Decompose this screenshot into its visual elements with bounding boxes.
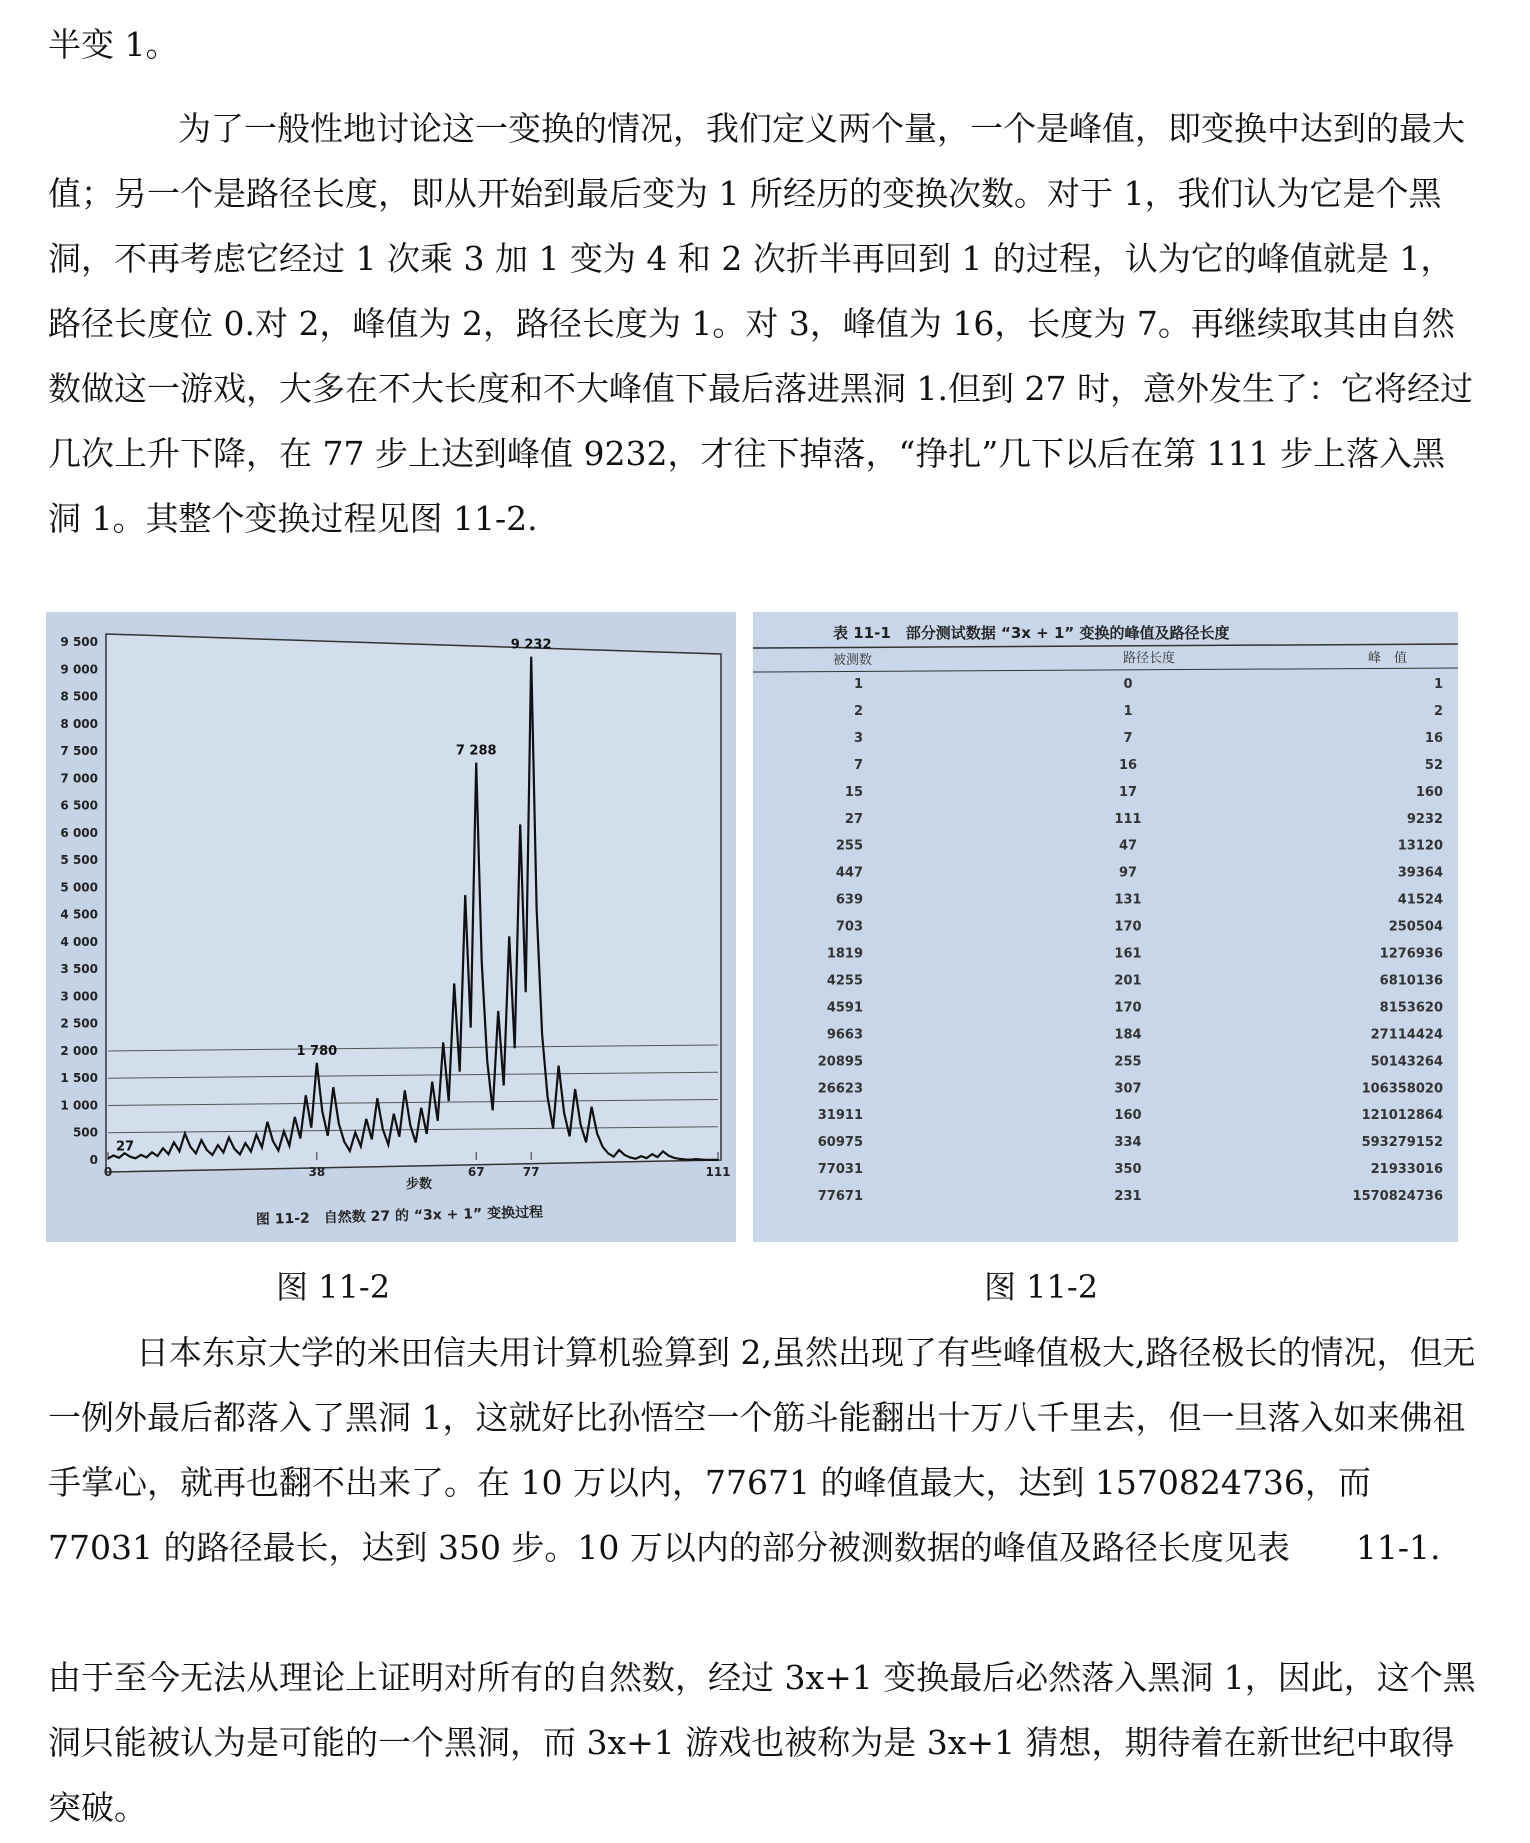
y-tick-label: 8 500 bbox=[60, 689, 98, 704]
cell-tested-number: 77031 bbox=[817, 1162, 863, 1178]
cell-peak-value: 52 bbox=[1424, 757, 1443, 773]
cell-tested-number: 639 bbox=[835, 892, 863, 908]
cell-path-length: 16 bbox=[1118, 757, 1138, 773]
cell-peak-value: 13120 bbox=[1397, 838, 1443, 854]
cell-peak-value: 41524 bbox=[1397, 892, 1443, 908]
cell-peak-value: 106358020 bbox=[1361, 1081, 1443, 1097]
cell-path-length: 170 bbox=[1114, 919, 1142, 935]
y-tick-label: 3 500 bbox=[60, 962, 98, 977]
paragraph-verification: 日本东京大学的米田信夫用计算机验算到 2,虽然出现了有些峰值极大,路径极长的情况，但无一例外最后都落入了黑洞 1，这就好比孙悟空一个筋斗能翻出十万八千里去，但一旦落入如来佛祖手掌心，就再也翻不出来了。在 10 万以内，77671 的峰值最大，达到 1570824736，而 77031 的路径最长，达到 350 步。10 万以内的部分被测数据的峰值及路径长度见表 11-1. bbox=[48, 1333, 1476, 1567]
cell-path-length: 334 bbox=[1114, 1135, 1142, 1151]
y-tick-label: 5 000 bbox=[60, 880, 98, 895]
collatz-27-chart bbox=[46, 612, 736, 1242]
cell-tested-number: 4255 bbox=[826, 973, 863, 989]
cell-peak-value: 50143264 bbox=[1370, 1054, 1443, 1070]
cell-path-length: 231 bbox=[1114, 1189, 1142, 1205]
cell-tested-number: 2 bbox=[853, 703, 863, 719]
cell-tested-number: 20895 bbox=[817, 1054, 863, 1070]
cell-path-length: 307 bbox=[1114, 1081, 1142, 1097]
x-tick-label: 77 bbox=[522, 1165, 540, 1179]
paragraph-definitions: 为了一般性地讨论这一变换的情况，我们定义两个量，一个是峰值，即变换中达到的最大值；另一个是路径长度，即从开始到最后变为 1 所经历的变换次数。对于 1，我们认为它是个黑洞，不再考虑它经过 1 次乘 3 加 1 变为 4 和 2 次折半再回到 1 的过程，认为它的峰值就是 1，路径长度位 0.对 2，峰值为 2，路径长度为 1。对 3，峰值为 16，长度为 7。再继续取其由自然数做这一游戏，大多在不大长度和不大峰值下最后落进黑洞 1.但到 27 时，意外发生了：它将经过几次上升下降，在 77 步上达到峰值 9232，才往下掉落，“挣扎”几下以后在第 111 步上落入黑洞 1。其整个变换过程见图 11-2. bbox=[48, 109, 1473, 538]
data-label: 7 288 bbox=[455, 743, 497, 759]
figure-caption: 图 11-2 自然数 27 的 “3x + 1” 变换过程 bbox=[255, 1204, 544, 1228]
y-tick-label: 0 bbox=[89, 1153, 98, 1167]
cell-peak-value: 160 bbox=[1415, 784, 1443, 800]
cell-peak-value: 250504 bbox=[1388, 919, 1443, 935]
data-label: 1 780 bbox=[296, 1043, 338, 1059]
y-tick-label: 8 000 bbox=[60, 716, 98, 731]
x-tick-label: 38 bbox=[308, 1165, 326, 1179]
data-label: 9 232 bbox=[510, 637, 552, 653]
table-title: 表 11-1 部分测试数据 “3x + 1” 变换的峰值及路径长度 bbox=[833, 624, 1230, 642]
caption-right: 图 11-2 bbox=[984, 1268, 1099, 1306]
x-tick-label: 111 bbox=[705, 1165, 731, 1179]
cell-peak-value: 6810136 bbox=[1379, 973, 1443, 989]
cell-path-length: 111 bbox=[1114, 811, 1142, 827]
cell-peak-value: 21933016 bbox=[1370, 1162, 1443, 1178]
y-tick-label: 4 500 bbox=[60, 907, 98, 922]
cell-path-length: 17 bbox=[1118, 784, 1138, 800]
y-tick-label: 4 000 bbox=[60, 934, 98, 949]
cell-tested-number: 7 bbox=[853, 757, 863, 773]
cell-path-length: 201 bbox=[1114, 973, 1142, 989]
cell-path-length: 160 bbox=[1114, 1108, 1142, 1124]
cell-path-length: 47 bbox=[1118, 838, 1138, 854]
x-tick-label: 67 bbox=[467, 1165, 485, 1179]
cell-tested-number: 447 bbox=[835, 865, 863, 881]
y-tick-label: 500 bbox=[72, 1125, 98, 1140]
cell-tested-number: 3 bbox=[853, 730, 863, 746]
table-header-peak: 峰 值 bbox=[1368, 651, 1408, 666]
cell-tested-number: 703 bbox=[835, 919, 863, 935]
cell-peak-value: 9232 bbox=[1406, 811, 1443, 827]
cell-path-length: 161 bbox=[1114, 946, 1142, 962]
cell-tested-number: 255 bbox=[835, 838, 863, 854]
cell-peak-value: 2 bbox=[1433, 703, 1443, 719]
cell-tested-number: 9663 bbox=[826, 1027, 863, 1043]
y-tick-label: 1 000 bbox=[60, 1098, 98, 1113]
table-11-1-photo bbox=[753, 612, 1458, 1242]
paragraph-conjecture: 由于至今无法从理论上证明对所有的自然数，经过 3x+1 变换最后必然落入黑洞 1，因此，这个黑洞只能被认为是可能的一个黑洞，而 3x+1 游戏也被称为是 3x+1 猜想，期待着在新世纪中取得突破。 bbox=[48, 1658, 1476, 1827]
cell-tested-number: 27 bbox=[844, 811, 863, 827]
data-label: 27 bbox=[116, 1139, 135, 1155]
y-tick-label: 1 500 bbox=[60, 1071, 98, 1086]
cell-path-length: 97 bbox=[1118, 865, 1138, 881]
cell-path-length: 350 bbox=[1114, 1162, 1142, 1178]
cell-tested-number: 60975 bbox=[817, 1135, 863, 1151]
paragraph-intro-tail: 半变 1。 bbox=[48, 25, 179, 64]
y-tick-label: 9 000 bbox=[60, 662, 98, 677]
cell-peak-value: 27114424 bbox=[1370, 1027, 1443, 1043]
y-tick-label: 6 000 bbox=[60, 825, 98, 840]
y-tick-label: 3 000 bbox=[60, 989, 98, 1004]
figure-11-2-photo bbox=[46, 612, 736, 1242]
cell-tested-number: 1819 bbox=[826, 946, 863, 962]
cell-path-length: 7 bbox=[1123, 730, 1133, 746]
y-tick-label: 6 500 bbox=[60, 798, 98, 813]
y-tick-label: 5 500 bbox=[60, 853, 98, 868]
table-header-number: 被测数 bbox=[833, 653, 873, 668]
x-tick-label: 0 bbox=[103, 1165, 113, 1179]
cell-peak-value: 16 bbox=[1424, 730, 1443, 746]
cell-tested-number: 31911 bbox=[817, 1108, 863, 1124]
caption-left: 图 11-2 bbox=[276, 1268, 391, 1306]
cell-peak-value: 8153620 bbox=[1379, 1000, 1443, 1016]
y-tick-label: 7 500 bbox=[60, 744, 98, 759]
cell-path-length: 0 bbox=[1123, 677, 1133, 692]
cell-peak-value: 593279152 bbox=[1361, 1135, 1443, 1151]
cell-path-length: 184 bbox=[1114, 1027, 1142, 1043]
cell-peak-value: 1 bbox=[1433, 677, 1443, 692]
cell-peak-value: 39364 bbox=[1397, 865, 1443, 881]
cell-tested-number: 15 bbox=[844, 784, 863, 800]
y-tick-label: 2 500 bbox=[60, 1016, 98, 1031]
cell-tested-number: 26623 bbox=[817, 1081, 863, 1097]
y-tick-label: 9 500 bbox=[60, 635, 98, 649]
cell-tested-number: 1 bbox=[853, 677, 863, 692]
cell-path-length: 170 bbox=[1114, 1000, 1142, 1016]
y-tick-label: 2 000 bbox=[60, 1043, 98, 1058]
y-tick-label: 7 000 bbox=[60, 771, 98, 786]
cell-peak-value: 121012864 bbox=[1361, 1108, 1443, 1124]
peak-path-table bbox=[753, 612, 1458, 1242]
plot-frame bbox=[106, 634, 721, 1172]
cell-peak-value: 1276936 bbox=[1379, 946, 1443, 962]
cell-path-length: 255 bbox=[1114, 1054, 1142, 1070]
cell-path-length: 131 bbox=[1114, 892, 1142, 908]
x-axis-label: 步数 bbox=[406, 1177, 433, 1192]
table-header-path: 路径长度 bbox=[1123, 651, 1176, 666]
cell-tested-number: 77671 bbox=[817, 1189, 863, 1205]
cell-peak-value: 1570824736 bbox=[1352, 1189, 1443, 1205]
cell-tested-number: 4591 bbox=[826, 1000, 863, 1016]
cell-path-length: 1 bbox=[1123, 703, 1133, 719]
